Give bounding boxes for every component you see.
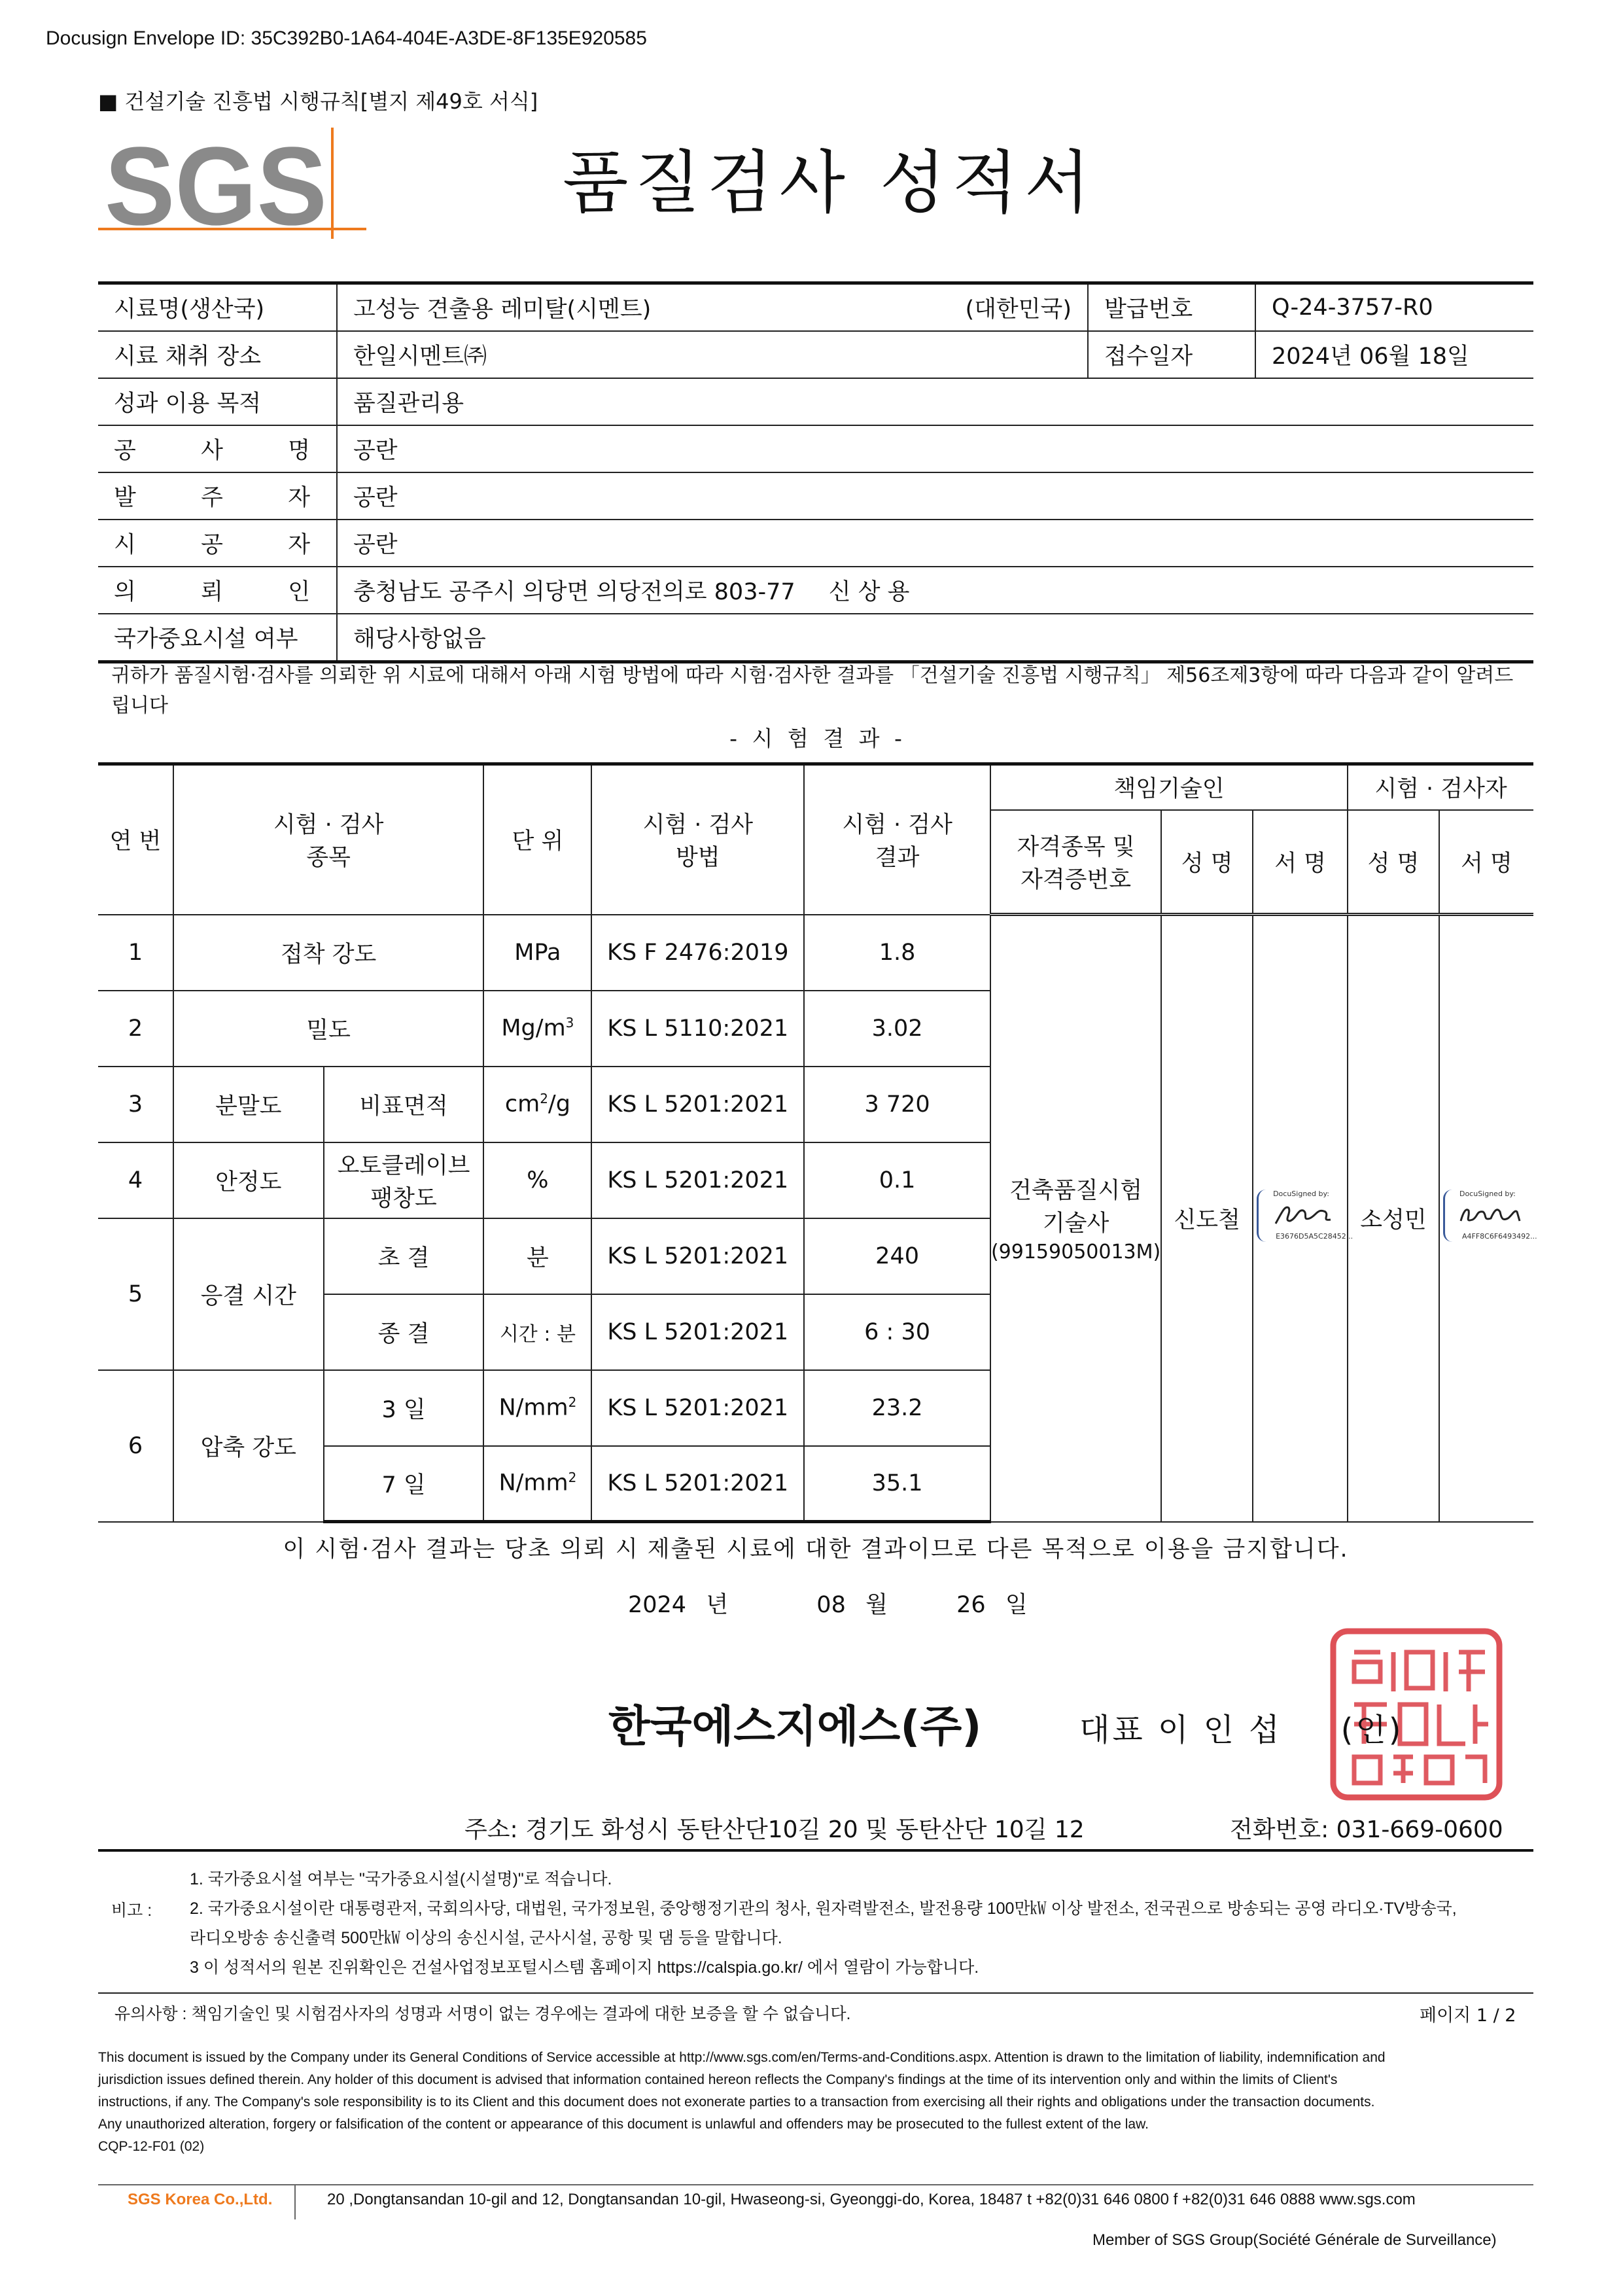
client-label: 발 주 자 [98,472,337,520]
remarks-label: 비고 : [111,1901,152,1920]
remarks-text: 1. 국가중요시설 여부는 "국가중요시설(시설명)"로 적습니다. 2. 국가중요시설이란 대통령관저, 국회의사당, 대법원, 국가정보원, 중앙행정기관의 청사, 원자력발전소, 발전용량 100만㎾ 이상 발전소, 전국권으로 방송되는 공영 라디오·TV방송국, 라디오방송 송신출력 500만㎾ 이상의 송신시설, 군사시설, 공항 및 댐 등을 말합니다. 3 이 성적서의 원본 진위확인은 건설사업정보포털시스템 홈페이지 https://calspia.go.kr/ 에서 열람이 가능합니다. [190,1870,1457,1977]
tester-name: 소성민 [1348,915,1439,1522]
national-facility-label: 국가중요시설 여부 [98,614,337,662]
footer [98,2184,1533,2225]
info-table [98,281,1533,663]
form-reference: ■ 건설기술 진흥법 시행규칙[별지 제49호 서식] [98,89,538,114]
project-label: 공 사 명 [98,425,337,472]
table-row: 6 압축 강도 3 일 $N/mm^2$ KS L 5201:2021 23.2 [98,1370,1533,1446]
header-sign-2: 서 명 [1439,810,1533,915]
footer-address: 20 ,Dongtansandan 10-gil and 12, Dongtansandan 10-gil, Hwaseong-si, Gyeonggi-do, Korea, 18487 t +82(0)31 646 0800 f +82(0)31 646 0888 www.sgs.com [327,2191,1416,2208]
table-row: 7 일 $N/mm^2$ KS L 5201:2021 35.1 [98,1446,1533,1522]
issue-no-label: 발급번호 [1088,283,1255,332]
receipt-date-label: 접수일자 [1088,331,1255,378]
client: 공란 [337,472,1533,520]
seal-mark: (인) [1340,1712,1404,1748]
caution-text: 유의사항 : 책임기술인 및 시험검사자의 성명과 서명이 없는 경우에는 결과에 대한 보증을 할 수 없습니다. [114,2005,851,2023]
sampling-place: 한일시멘트㈜ [337,331,1088,378]
results-table [98,762,1537,1523]
form-code: CQP-12-F01 (02) [98,2139,205,2154]
receipt-date: 2024년 06월 18일 [1255,331,1533,378]
signature-image: DocuSigned by: A4FF8C6F6493492... [1443,1190,1530,1242]
header-method: 시험 · 검사 방법 [591,764,804,915]
table-row: 3 분말도 비표면적 $cm^2/g$ KS L 5201:2021 3 720 [98,1067,1533,1142]
issue-date: 2024 년 08 월 26 일 [628,1592,1028,1618]
header-no: 연 번 [98,764,173,915]
table-row: 2 밀도 $Mg/m^3$ KS L 5110:2021 3.02 [98,991,1533,1067]
header-item: 시험 · 검사 종목 [173,764,484,915]
sgs-logo-text: SGS [105,128,327,239]
header-unit: 단 위 [483,764,591,915]
header-responsible: 책임기술인 [990,764,1348,810]
requester-address: 충청남도 공주시 의당면 의당전의로 803-77 [353,579,795,605]
results-heading: - 시 험 결 과 - [729,726,906,751]
table-row: 종 결 시간 : 분 KS L 5201:2021 6 : 30 [98,1294,1533,1370]
sgs-logo [98,128,366,239]
sample-name-cell [337,283,1088,332]
requester-label: 의 뢰 인 [98,567,337,614]
envelope-id: Docusign Envelope ID: 35C392B0-1A64-404E-A3DE-8F135E920585 [46,27,647,49]
tester-signature [1439,915,1537,1522]
table-row: 5 응결 시간 초 결 분 KS L 5201:2021 240 [98,1218,1533,1294]
page-number: 페이지 1 / 2 [1420,2005,1516,2026]
header-sign-1: 서 명 [1253,810,1348,915]
header-qualification: 자격종목 및 자격증번호 [990,810,1161,915]
contractor: 공란 [337,520,1533,567]
responsible-name: 신도철 [1161,915,1253,1522]
company-address: 주소: 경기도 화성시 동탄산단10길 20 및 동탄산단 10길 12 [464,1816,1085,1843]
header-tester: 시험 · 검사자 [1348,764,1533,810]
remarks-box [98,1849,1533,1994]
terms-text: This document is issued by the Company under its General Conditions of Service accessible at http://www.sgs.com/en/Terms-and-Conditions.aspx. Attention is drawn to the limitation of liability, indemnification and jurisdiction issues defined therein. Any holder of this document is advised that information contained hereon reflects the Company's findings at the time of its intervention only and within the limits of Client's instructions, if any. The Company's sole responsibility is to its Client and this document does not exonerate parties to a transaction from exercising all their rights and obligations under the transaction documents. Any unauthorized alteration, forgery or falsification of the content or appearance of this document is unlawful and offenders may be prosecuted to the fullest extent of the law. CQP-12-F01 (02) [98,2047,1537,2158]
header-name-2: 성 명 [1348,810,1439,915]
representative: 대표 이 인 섭 (인) [1079,1712,1404,1748]
responsible-qualification: 건축품질시험 기술사 (99159050013M) [990,915,1161,1522]
usage-notice: 이 시험·검사 결과는 당초 의뢰 시 제출된 시료에 대한 결과이므로 다른 목적으로 이용을 금지합니다. [283,1536,1349,1563]
project: 공란 [337,425,1533,472]
purpose: 품질관리용 [337,378,1533,425]
company-phone: 전화번호: 031-669-0600 [1230,1816,1503,1843]
sample-name-label: 시료명(생산국) [98,283,337,332]
table-row: 4 안정도 오토클레이브 팽창도 % KS L 5201:2021 0.1 [98,1142,1533,1218]
responsible-signature [1253,915,1353,1522]
signature-image: DocuSigned by: E3676D5A5C28452... [1257,1190,1344,1242]
sampling-place-label: 시료 채취 장소 [98,331,337,378]
header-name-1: 성 명 [1161,810,1253,915]
footer-company: SGS Korea Co.,Ltd. [128,2191,273,2208]
header-result: 시험 · 검사 결과 [804,764,990,915]
table-row: 1 접착 강도 MPa KS F 2476:2019 1.8 건축품질시험 기술사 (99159050013M) 신도철 DocuSigned by: E3676D5A5C28452... 소성민 DocuSigned by: A4FF8C6F6493492... [98,915,1533,991]
request-statement: 귀하가 품질시험·검사를 의뢰한 위 시료에 대해서 아래 시험 방법에 따라 시험·검사한 결과를 「건설기술 진흥법 시행규칙」 제56조제3항에 따라 다음과 같이 알려드립니다 [111,664,1514,717]
requester-name: 신 상 용 [828,579,910,605]
requester-cell [337,567,1533,614]
issue-no: Q-24-3757-R0 [1255,283,1533,332]
national-facility: 해당사항없음 [337,614,1533,662]
company-name: 한국에스지에스(주) [608,1701,982,1752]
contractor-label: 시 공 자 [98,520,337,567]
country: (대한민국) [965,296,1072,323]
sample-name: 고성능 견출용 레미탈(시멘트) [353,296,652,323]
document-title: 품질검사 성적서 [563,143,1097,222]
purpose-label: 성과 이용 목적 [98,378,337,425]
footer-member: Member of SGS Group(Société Générale de Surveillance) [1092,2231,1497,2249]
